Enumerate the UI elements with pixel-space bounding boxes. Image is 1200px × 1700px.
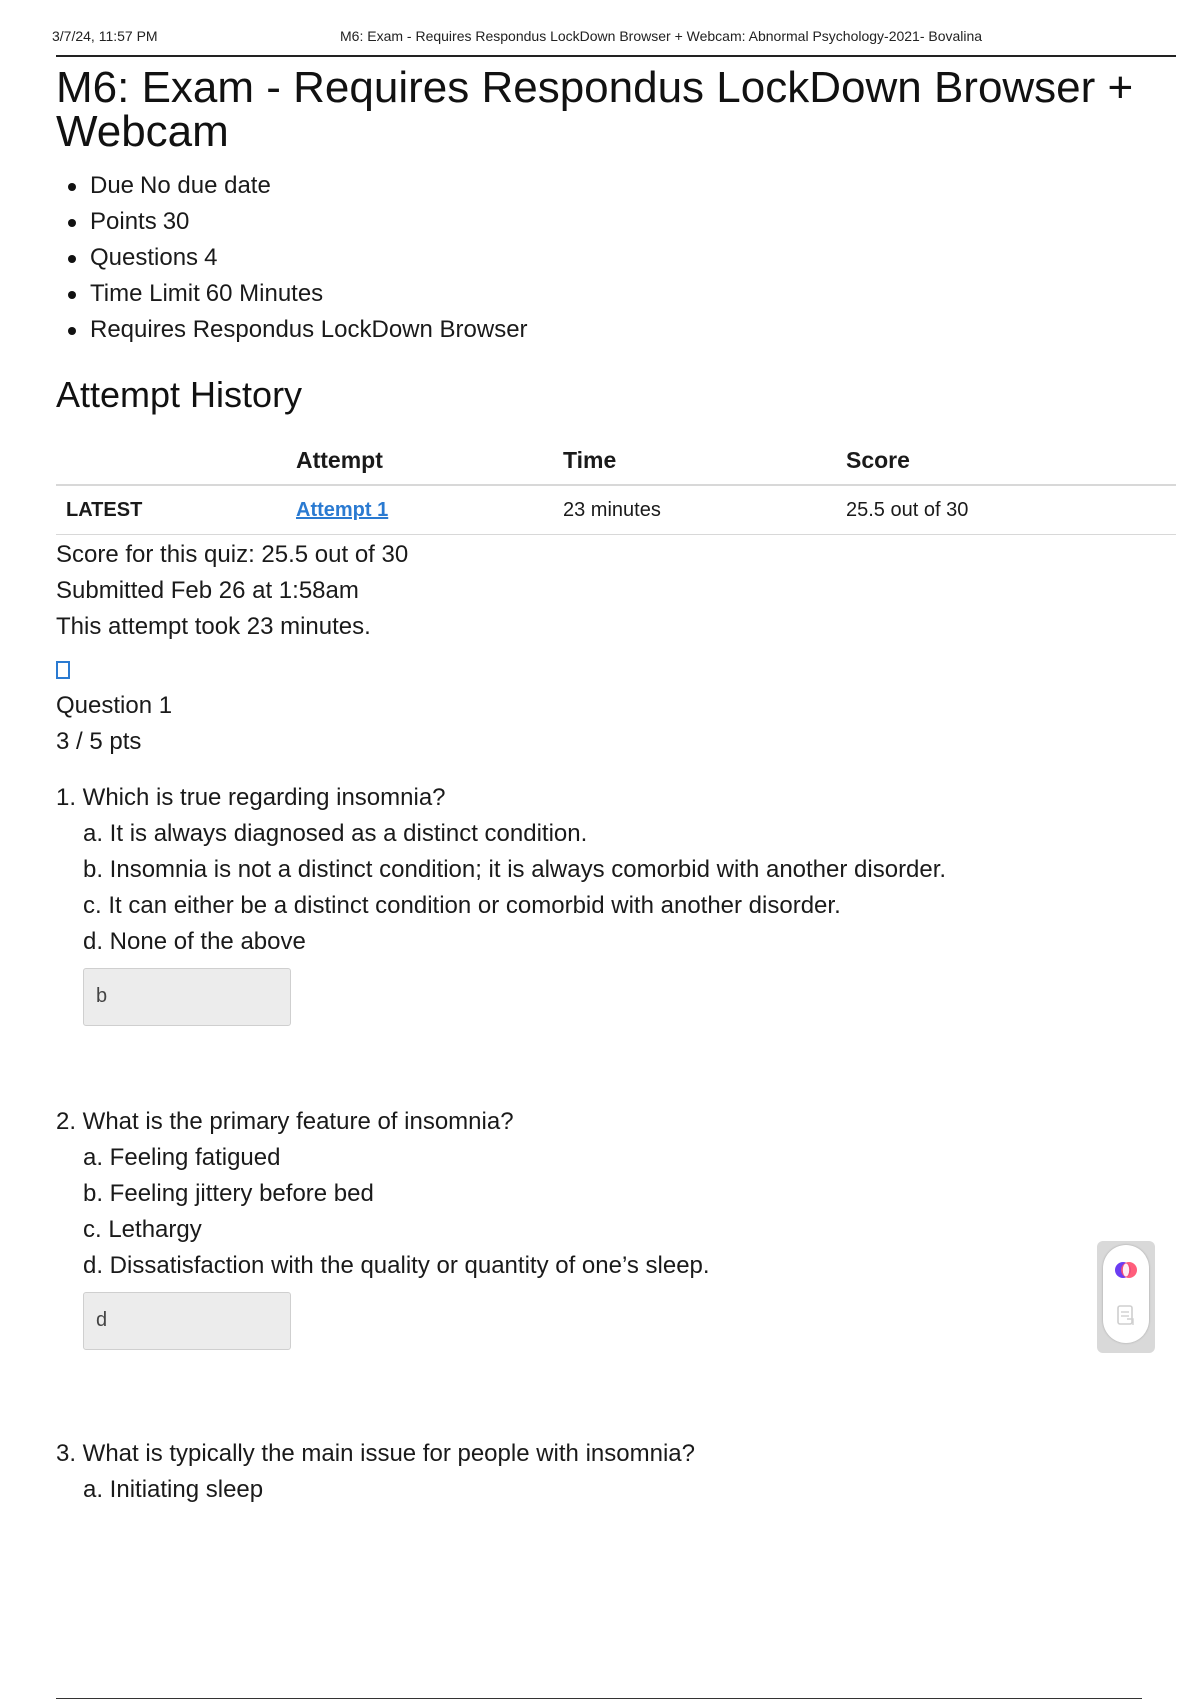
detail-time-limit (68, 276, 1176, 312)
print-header (52, 28, 1176, 56)
answer-option: b. Insomnia is not a distinct condition; it is always comorbid with another disorder. (83, 856, 947, 883)
answer-option: a. Initiating sleep (83, 1476, 264, 1503)
question-item (56, 1436, 1176, 1508)
answer-option: a. It is always diagnosed as a distinct condition. (83, 820, 588, 847)
attempt-duration: This attempt took 23 minutes. (56, 613, 371, 640)
header-divider (56, 55, 1176, 57)
document-icon[interactable] (1115, 1304, 1137, 1326)
attempt-cell (296, 485, 563, 535)
latest-label: LATEST (56, 485, 296, 535)
detail-key: Points (90, 208, 157, 235)
page-content (56, 63, 1176, 1508)
question-header (56, 645, 1176, 760)
detail-key: Due (90, 172, 135, 199)
bookmark-outline-icon[interactable] (56, 661, 70, 679)
attempt-history-table (56, 436, 1176, 535)
widget-panel (1103, 1245, 1149, 1343)
floating-assistant-widget[interactable] (1097, 1241, 1155, 1353)
detail-due (68, 168, 1176, 204)
print-title: M6: Exam - Requires Respondus LockDown Browser + Webcam: Abnormal Psychology-2021- Bovalina (340, 28, 983, 44)
time-cell: 23 minutes (563, 485, 846, 535)
question-points: 3 / 5 pts (56, 728, 142, 755)
quiz-details-list (56, 168, 1176, 348)
header-cell-score: Score (846, 436, 1176, 485)
detail-questions (68, 240, 1176, 276)
header-cell-attempt: Attempt (296, 436, 563, 485)
detail-lockdown (68, 312, 1176, 348)
detail-key: Questions (90, 244, 199, 271)
answer-option: d. Dissatisfaction with the quality or quantity of one’s sleep. (83, 1252, 710, 1279)
quiz-score: Score for this quiz: 25.5 out of 30 (56, 541, 409, 568)
detail-value: 30 (162, 208, 190, 235)
detail-value: Requires Respondus LockDown Browser (90, 316, 528, 343)
answer-option: d. None of the above (83, 928, 306, 955)
assistant-logo-icon[interactable] (1114, 1258, 1138, 1282)
header-cell-time: Time (563, 436, 846, 485)
question-text: 1. Which is true regarding insomnia? (56, 784, 446, 811)
question-item (56, 780, 1176, 1026)
answer-option: a. Feeling fatigued (83, 1144, 281, 1171)
print-datetime: 3/7/24, 11:57 PM (52, 28, 158, 44)
detail-value: 4 (204, 244, 218, 271)
detail-value: No due date (140, 172, 271, 199)
attempt-history-title: Attempt History (56, 374, 303, 415)
detail-points (68, 204, 1176, 240)
header-cell-blank (56, 436, 296, 485)
attempt-link[interactable]: Attempt 1 (296, 498, 389, 521)
question-item (56, 1104, 1176, 1350)
detail-key: Time Limit (90, 280, 200, 307)
question-text: 2. What is the primary feature of insomnia? (56, 1108, 514, 1135)
page-title: M6: Exam - Requires Respondus LockDown Browser + Webcam (56, 63, 1134, 156)
footer-divider (56, 1698, 1142, 1699)
table-header-row (56, 436, 1176, 485)
submitted-time: Submitted Feb 26 at 1:58am (56, 577, 359, 604)
answer-option: c. Lethargy (83, 1216, 202, 1243)
answer-box: d (83, 1292, 291, 1350)
answer-box: b (83, 968, 291, 1026)
attempt-summary (56, 537, 1176, 645)
detail-value: 60 Minutes (205, 280, 324, 307)
score-cell: 25.5 out of 30 (846, 485, 1176, 535)
question-text: 3. What is typically the main issue for people with insomnia? (56, 1440, 695, 1467)
question-label: Question 1 (56, 692, 173, 719)
answer-option: b. Feeling jittery before bed (83, 1180, 374, 1207)
answer-option: c. It can either be a distinct condition or comorbid with another disorder. (83, 892, 841, 919)
table-row (56, 485, 1176, 535)
